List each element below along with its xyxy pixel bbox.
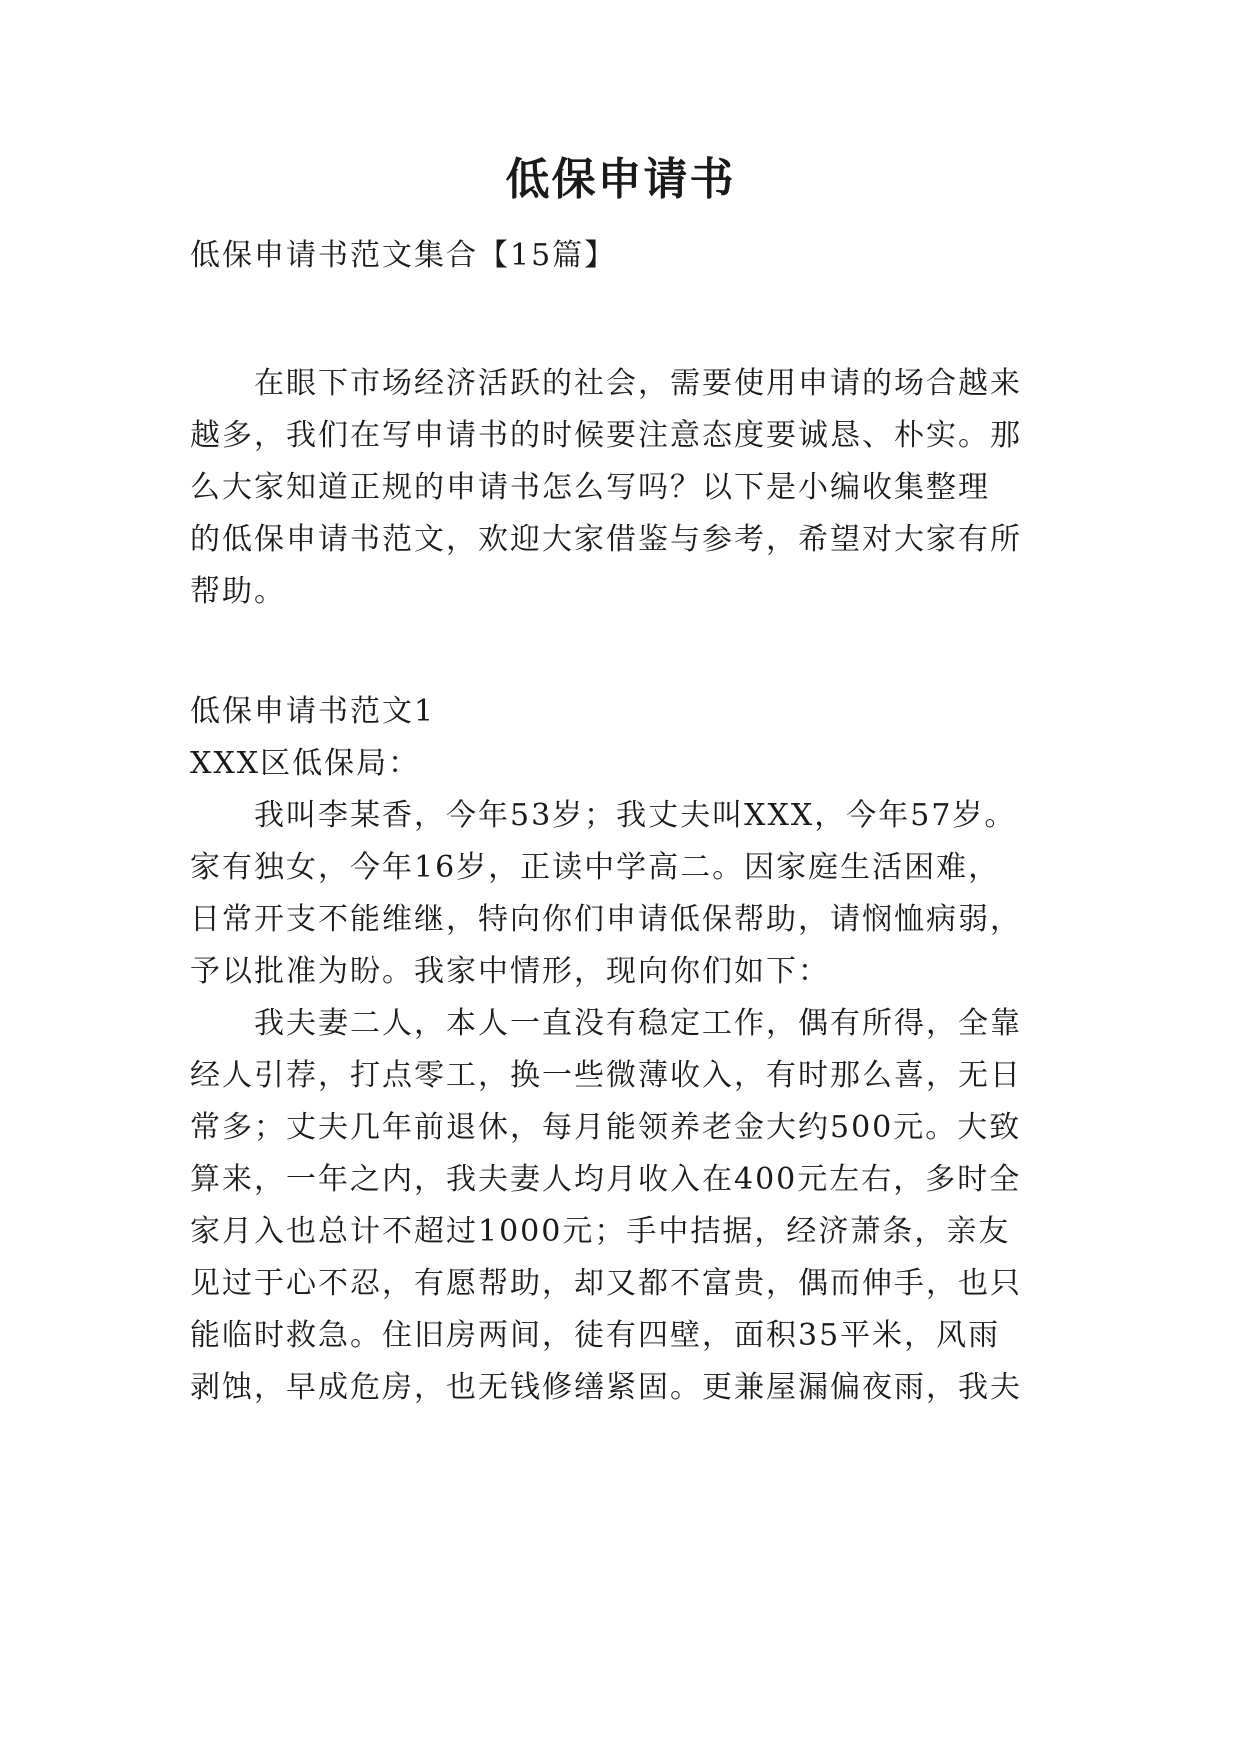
paragraph-line: 家有独女，今年16岁，正读中学高二。因家庭生活困难， xyxy=(190,850,1001,885)
paragraph-line: 见过于心不忍，有愿帮助，却又都不富贵，偶而伸手，也只 xyxy=(190,1266,1022,1301)
paragraph-line: 经人引荐，打点零工，换一些微薄收入，有时那么喜，无日 xyxy=(190,1058,1022,1093)
body-paragraph-1 xyxy=(190,790,1060,998)
paragraph-line: 我夫妻二人，本人一直没有稳定工作，偶有所得，全靠 xyxy=(190,1006,1022,1041)
paragraph-line: 家月入也总计不超过1000元；手中拮据，经济萧条，亲友 xyxy=(190,1214,1011,1249)
document-subtitle: 低保申请书范文集合【15篇】 xyxy=(190,238,617,273)
paragraph-line: 算来，一年之内，我夫妻人均月收入在400元左右，多时全 xyxy=(190,1162,1022,1197)
body-paragraph-2 xyxy=(190,998,1060,1414)
paragraph-line: 日常开支不能维继，特向你们申请低保帮助，请悯恤病弱， xyxy=(190,902,1022,937)
paragraph-line: 能临时救急。住旧房两间，徒有四壁，面积35平米，风雨 xyxy=(190,1318,1001,1353)
paragraph-line: 剥蚀，早成危房，也无钱修缮紧固。更兼屋漏偏夜雨，我夫 xyxy=(190,1370,1022,1405)
intro-line: 帮助。 xyxy=(190,574,286,609)
intro-paragraph xyxy=(190,358,1060,618)
document-title: 低保申请书 xyxy=(505,154,736,205)
intro-line: 么大家知道正规的申请书怎么写吗？以下是小编收集整理 xyxy=(190,470,990,505)
intro-line: 越多，我们在写申请书的时候要注意态度要诚恳、朴实。那 xyxy=(190,418,1022,453)
paragraph-line: 我叫李某香，今年53岁；我丈夫叫XXX，今年57岁。 xyxy=(190,798,1017,833)
intro-line: 在眼下市场经济活跃的社会，需要使用申请的场合越来 xyxy=(190,366,1022,401)
paragraph-line: 予以批准为盼。我家中情形，现向你们如下： xyxy=(190,954,830,989)
paragraph-line: 常多；丈夫几年前退休，每月能领养老金大约500元。大致 xyxy=(190,1110,1022,1145)
salutation: XXX区低保局： xyxy=(190,746,421,781)
intro-line: 的低保申请书范文，欢迎大家借鉴与参考，希望对大家有所 xyxy=(190,522,1022,557)
section-heading: 低保申请书范文1 xyxy=(190,694,436,729)
